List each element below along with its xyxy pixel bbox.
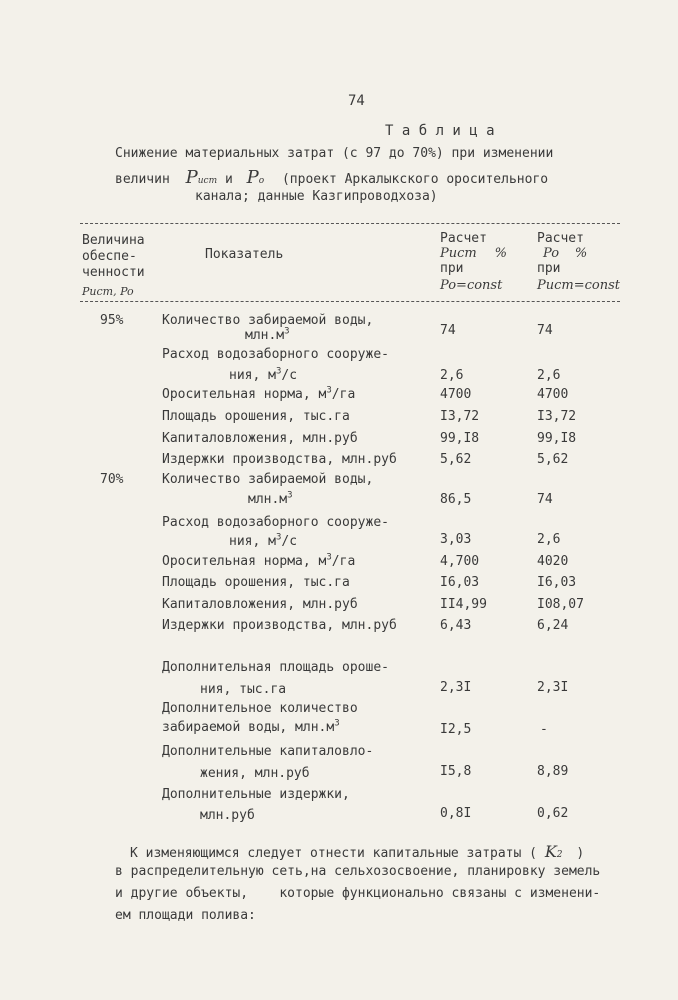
header-calc1-at: при	[440, 261, 464, 276]
header-col-supply	[82, 233, 145, 300]
row-value-1: 0,8I	[440, 806, 472, 821]
row-label-sup: 3	[275, 366, 282, 377]
header-calc1-symbol: Pист	[440, 246, 477, 261]
table-label: Т а б л и ц а	[385, 123, 495, 139]
header-col-supply-line: обеспе-	[82, 249, 137, 264]
supply-70: 70%	[100, 472, 124, 487]
header-calc2-at: при	[537, 261, 561, 276]
row-label-cont	[162, 720, 340, 735]
row-label: Издержки производства, млн.руб	[162, 452, 397, 467]
caption-text: величин	[115, 172, 170, 187]
row-label: Дополнительное количество	[162, 701, 358, 716]
row-label-tail: /с	[281, 368, 298, 383]
footer-line-2: в распределительную сеть,на сельхозосвоение, планировку земель	[115, 864, 601, 879]
row-value-1: I6,03	[440, 575, 480, 590]
row-label: Количество забираемой воды,	[162, 313, 374, 328]
row-label-cont	[229, 534, 297, 549]
row-label	[162, 554, 355, 569]
header-calc2-symbol: Po	[543, 246, 560, 261]
row-value-2: 2,6	[537, 532, 561, 547]
row-label-tail: /с	[281, 534, 298, 549]
header-col-supply-line: ченности	[82, 265, 145, 280]
row-label: Дополнительные издержки,	[162, 787, 350, 802]
row-label-cont: млн.руб	[200, 808, 255, 823]
p-ist-subscript: ист	[197, 176, 218, 186]
row-label: Площадь орошения, тыс.га	[162, 575, 350, 590]
row-label-sup: 3	[287, 490, 293, 501]
row-value-1: 2,3I	[440, 680, 472, 695]
row-label: Количество забираемой воды,	[162, 472, 374, 487]
row-value-1: I5,8	[440, 764, 472, 779]
row-label-text: млн.м	[245, 328, 285, 343]
row-label	[162, 387, 355, 402]
row-label-sup: 3	[326, 552, 332, 563]
row-value-1: 2,6	[440, 368, 464, 383]
header-calc2-condition: Pист=const	[537, 278, 620, 293]
p-o-letter: P	[246, 167, 259, 188]
header-col-calc1	[440, 231, 507, 293]
header-col-indicator: Показатель	[205, 247, 284, 262]
row-value-2: I08,07	[537, 597, 584, 612]
k-letter: K	[544, 842, 557, 861]
caption-line-1: Снижение материальных затрат (с 97 до 70%) при изменении	[115, 146, 554, 161]
row-value-1: II4,99	[440, 597, 487, 612]
row-label-sup: 3	[275, 532, 282, 543]
row-value-2: 8,89	[537, 764, 569, 779]
row-label-text: Оросительная норма, м	[162, 554, 327, 569]
row-value-1: I3,72	[440, 409, 480, 424]
row-value-2: -	[540, 722, 548, 737]
row-value-1: 5,62	[440, 452, 472, 467]
row-label-text: Оросительная норма, м	[162, 387, 327, 402]
row-value-2: 99,I8	[537, 431, 577, 446]
row-value-2: 2,3I	[537, 680, 569, 695]
row-label-text: млн.м	[248, 492, 288, 507]
footer-line-3: и другие объекты, которые функционально связаны с изменени-	[115, 886, 601, 901]
row-value-1: 6,43	[440, 618, 472, 633]
row-label: Расход водозаборного сооруже-	[162, 515, 389, 530]
row-label-cont	[229, 368, 297, 383]
row-label-tail: /га	[331, 554, 356, 569]
row-label: Издержки производства, млн.руб	[162, 618, 397, 633]
row-label-cont	[248, 492, 293, 507]
table-header-border	[80, 301, 620, 302]
row-value-1: 4700	[440, 387, 472, 402]
caption-text-b: (проект Аркалыкского оросительного	[281, 172, 549, 187]
footer-line-4: ем площади полива:	[115, 908, 256, 923]
supply-95: 95%	[100, 313, 124, 328]
header-calc1-condition: Po=const	[440, 278, 503, 293]
header-calc2-percent: %	[574, 246, 588, 261]
caption-and: и	[224, 172, 233, 187]
row-value-1: 99,I8	[440, 431, 480, 446]
row-value-2: 4700	[537, 387, 569, 402]
row-value-2: 74	[537, 323, 553, 338]
row-label-sup: 3	[284, 326, 290, 337]
header-col-supply-symbol: Pист, Po	[82, 285, 134, 298]
row-value-2: I3,72	[537, 409, 577, 424]
caption-line-2	[115, 167, 548, 188]
header-col-supply-line: Величина	[82, 233, 145, 248]
row-label: Площадь орошения, тыс.га	[162, 409, 350, 424]
table-top-border	[80, 223, 620, 224]
caption-line-3: канала; данные Казгипроводхоза)	[195, 189, 438, 204]
footer-text-end: )	[576, 846, 585, 861]
row-value-1: 3,03	[440, 532, 472, 547]
p-o-subscript: o	[258, 176, 265, 186]
row-value-2: 0,62	[537, 806, 569, 821]
row-label-cont: ния, тыс.га	[200, 682, 287, 697]
p-ist-symbol	[186, 167, 218, 188]
row-value-2: 4020	[537, 554, 569, 569]
row-label: Дополнительная площадь ороше-	[162, 660, 389, 675]
row-value-2: 6,24	[537, 618, 569, 633]
row-label: Капиталовложения, млн.руб	[162, 597, 358, 612]
row-label-cont: жения, млн.руб	[200, 766, 310, 781]
row-value-2: I6,03	[537, 575, 577, 590]
row-value-2: 2,6	[537, 368, 561, 383]
row-label-text: ния, м	[229, 534, 276, 549]
p-o-symbol	[247, 167, 265, 188]
footer-text: К изменяющимся следует отнести капитальные затраты (	[130, 846, 537, 861]
row-label-tail: /га	[331, 387, 356, 402]
row-value-1: 74	[440, 323, 456, 338]
header-calc2-title: Расчет	[537, 231, 584, 246]
p-ist-letter: P	[185, 167, 198, 188]
header-calc1-title: Расчет	[440, 231, 487, 246]
row-label-cont	[245, 328, 290, 343]
k2-symbol	[545, 842, 563, 861]
row-label-text: забираемой воды, млн.м	[162, 720, 335, 735]
row-label-sup: 3	[326, 385, 332, 396]
row-value-2: 5,62	[537, 452, 569, 467]
footer-line-1	[130, 842, 584, 861]
header-col-calc2	[537, 231, 620, 293]
row-value-1: 86,5	[440, 492, 472, 507]
row-label: Капиталовложения, млн.руб	[162, 431, 358, 446]
row-value-1: 4,700	[440, 554, 480, 569]
page-number: 74	[348, 93, 365, 109]
row-label: Расход водозаборного сооруже-	[162, 347, 389, 362]
k-subscript: 2	[556, 850, 563, 860]
row-value-1: I2,5	[440, 722, 472, 737]
row-label: Дополнительные капиталовло-	[162, 744, 374, 759]
row-value-2: 74	[537, 492, 553, 507]
row-label-text: ния, м	[229, 368, 276, 383]
row-label-sup: 3	[334, 718, 340, 729]
header-calc1-percent: %	[494, 246, 507, 261]
